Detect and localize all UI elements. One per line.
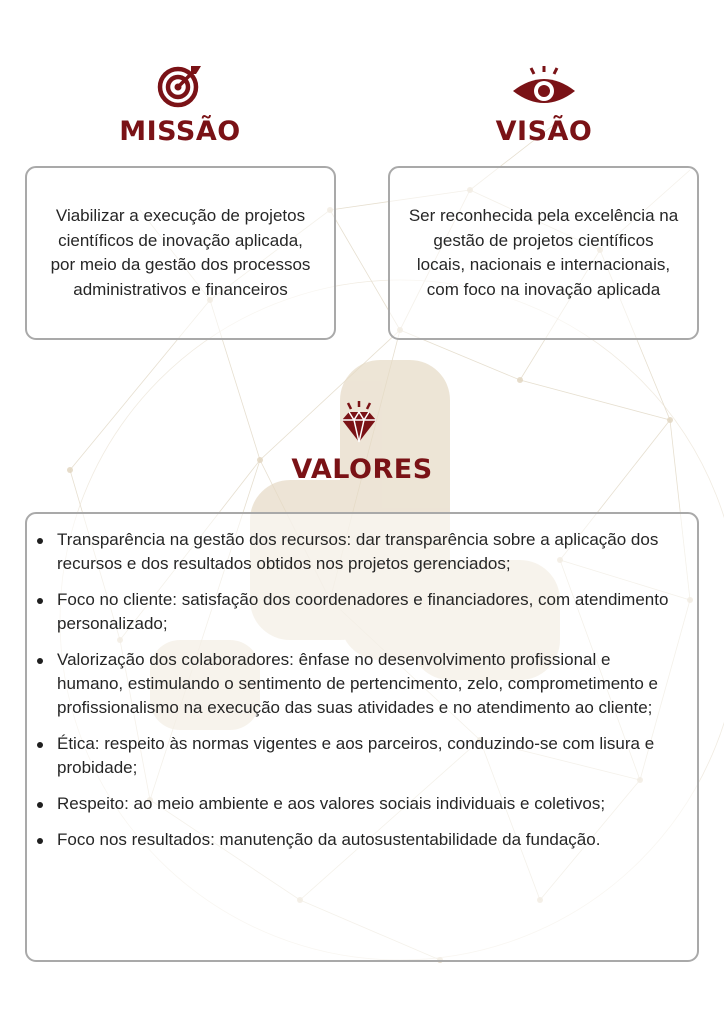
missao-title: MISSÃO [119, 116, 241, 147]
valores-item-colaboradores: Valorização dos colaboradores: ênfase no desenvolvimento profissional e humano, estimulando o sentimento de pertencimento, zelo, comprometimento e profissionalismo na execução das suas atividades e no atendimento ao cliente; [57, 648, 679, 720]
visao-title: VISÃO [495, 116, 593, 147]
valores-item-foco-cliente: Foco no cliente: satisfação dos coordenadores e financiadores, com atendimento personalizado; [57, 588, 679, 636]
valores-item-foco-resultados: Foco nos resultados: manutenção da autosustentabilidade da fundação. [57, 828, 679, 852]
valores-card [25, 512, 699, 962]
valores-list [27, 514, 697, 864]
valores-item-etica: Ética: respeito às normas vigentes e aos parceiros, conduzindo-se com lisura e probidade; [57, 732, 679, 780]
missao-card [25, 166, 336, 340]
visao-card [388, 166, 699, 340]
eye-icon [511, 65, 577, 107]
diamond-icon [338, 400, 380, 444]
target-icon [157, 62, 203, 108]
valores-item-transparencia: Transparência na gestão dos recursos: dar transparência sobre a aplicação dos recursos e dos resultados obtidos nos projetos gerenciados; [57, 528, 679, 576]
valores-title: VALORES [291, 454, 433, 485]
visao-text: Ser reconhecida pela excelência na gestão de projetos científicos locais, nacionais e internacionais, com foco na inovação aplicada [408, 206, 679, 299]
valores-item-respeito: Respeito: ao meio ambiente e aos valores sociais individuais e coletivos; [57, 792, 679, 816]
missao-text: Viabilizar a execução de projetos científicos de inovação aplicada, por meio da gestão dos processos administrativos e financeiros [50, 206, 311, 299]
